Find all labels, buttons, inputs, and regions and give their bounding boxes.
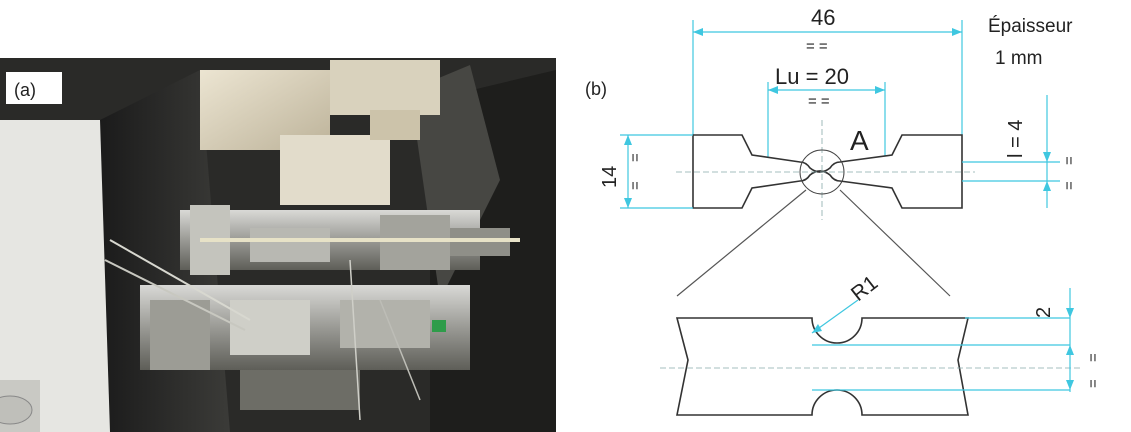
neck-width-sym-top: = — [1061, 156, 1078, 165]
neck-width-dimension — [962, 95, 1078, 208]
photo-panel — [0, 58, 556, 432]
width-sym-bottom: = — [627, 181, 644, 190]
overall-length-sym: = = — [806, 38, 828, 55]
width-label: 14 — [599, 165, 621, 188]
useful-length-sym: = = — [808, 93, 830, 110]
useful-length-label: Lu = 20 — [775, 64, 850, 89]
specimen-outline — [693, 135, 962, 208]
detail-outline — [677, 318, 968, 415]
notch-radius-label: R1 — [846, 271, 883, 306]
overall-length-label: 46 — [811, 5, 836, 30]
notch-depth-label: 2 — [1033, 306, 1055, 318]
detail-marker: A — [850, 125, 869, 156]
detail-sym-bottom: = — [1085, 379, 1102, 388]
thickness-value: 1 mm — [995, 48, 1043, 69]
detail-view — [660, 271, 1102, 415]
neck-width-label: l = 4 — [1005, 119, 1027, 158]
panel-b-label: (b) — [585, 79, 607, 99]
width-sym-top: = — [627, 153, 644, 162]
panel-a-label: (a) — [14, 80, 36, 100]
drawing-panel — [585, 5, 1102, 415]
detail-sym-top: = — [1085, 353, 1102, 362]
neck-width-sym-bottom: = — [1061, 181, 1078, 190]
width-dimension — [599, 135, 693, 208]
thickness-label: Épaisseur — [988, 16, 1073, 37]
